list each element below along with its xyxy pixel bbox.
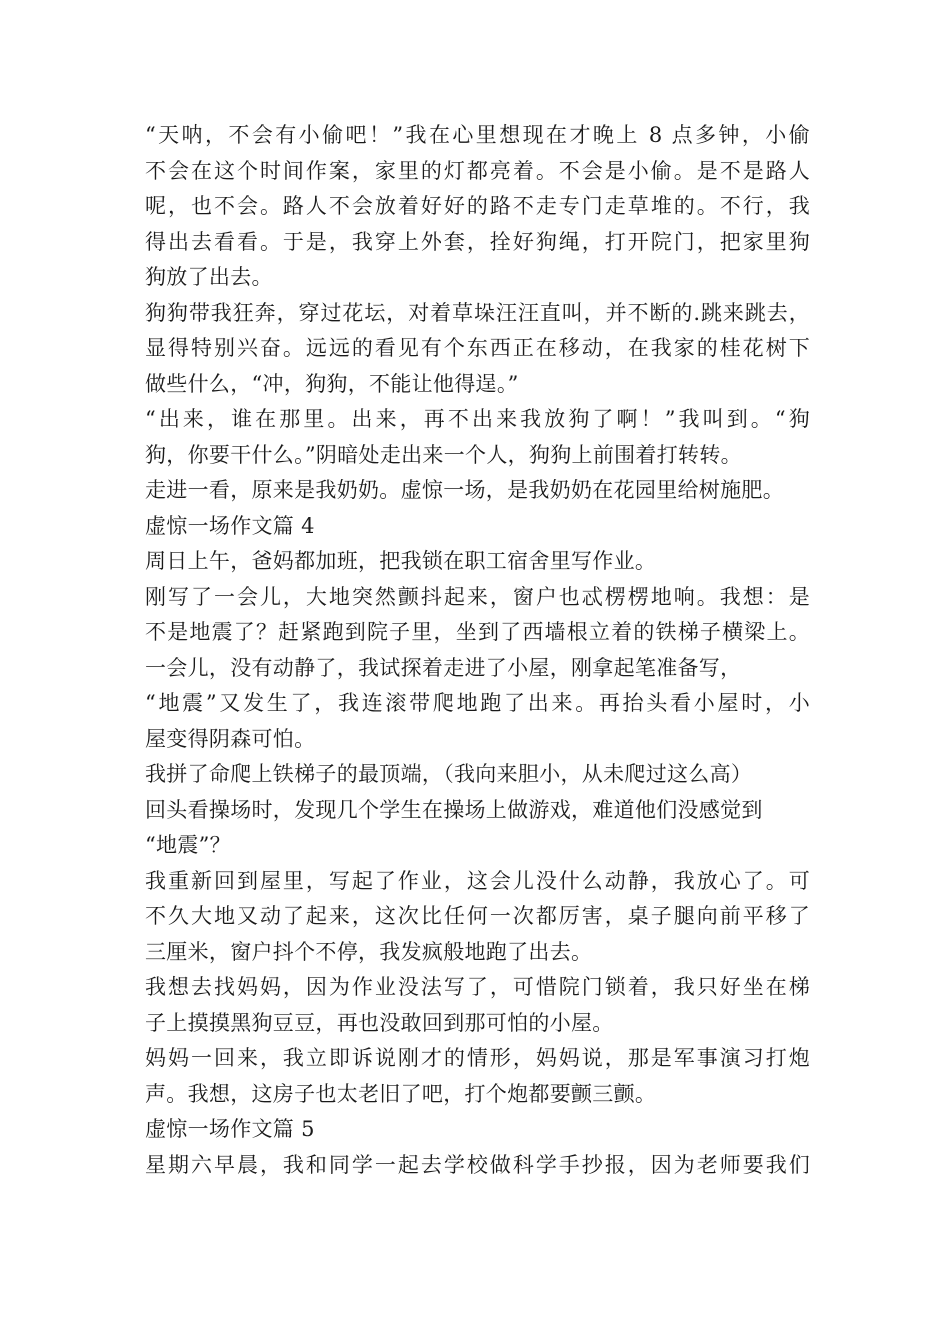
text-line: 我重新回到屋里，写起了作业，这会儿没什么动静，我放心了。可 [145, 868, 810, 893]
text-line: “地震”？ [145, 833, 231, 857]
text-line: 声。我想，这房子也太老旧了吧，打个炮都要颤三颤。 [145, 1081, 657, 1106]
text-line: 星期六早晨，我和同学一起去学校做科学手抄报，因为老师要我们 [145, 1152, 810, 1177]
text-line: “天呐，不会有小偷吧！”我在心里想现在才晚上 8 点多钟，小偷 [145, 123, 810, 147]
text-line: 做些什么，“冲，狗狗，不能让他得逞。” [145, 371, 519, 396]
text-line: 屋变得阴森可怕。 [145, 726, 316, 751]
text-line: 虚惊一场作文篇 5 [145, 1117, 315, 1141]
text-line: 走进一看，原来是我奶奶。虚惊一场，是我奶奶在花园里给树施肥。 [145, 478, 784, 502]
text-line: 狗狗带我狂奔，穿过花坛，对着草垛汪汪直叫，并不断的.跳来跳去， [145, 300, 810, 325]
document-body [145, 118, 810, 1183]
text-line: 得出去看看。于是，我穿上外套，拴好狗绳，打开院门，把家里狗 [145, 229, 810, 254]
text-line: 狗放了出去。 [145, 265, 273, 289]
text-line: 不久大地又动了起来，这次比任何一次都厉害，桌子腿向前平移了 [145, 904, 810, 928]
text-line: 回头看操场时，发现几个学生在操场上做游戏，难道他们没感觉到 [145, 797, 763, 822]
text-line: 刚写了一会儿，大地突然颤抖起来，窗户也忒楞楞地响。我想：是 [145, 584, 810, 609]
text-line: 三厘米，窗户抖个不停，我发疯般地跑了出去。 [145, 939, 593, 964]
text-line: 不是地震了？赶紧跑到院子里，坐到了西墙根立着的铁梯子横梁上。 [145, 620, 810, 644]
text-line: 我拼了命爬上铁梯子的最顶端，（我向来胆小，从未爬过这么高） [145, 762, 753, 786]
text-line: 呢，也不会。路人不会放着好好的路不走专门走草堆的。不行，我 [145, 194, 810, 218]
text-line: 周日上午，爸妈都加班，把我锁在职工宿舍里写作业。 [145, 549, 657, 573]
text-line: 妈妈一回来，我立即诉说刚才的情形，妈妈说，那是军事演习打炮 [145, 1046, 810, 1070]
text-line: 虚惊一场作文篇 4 [145, 513, 315, 538]
text-line: “出来，谁在那里。出来，再不出来我放狗了啊！”我叫到。“狗 [145, 407, 810, 431]
text-line: 不会在这个时间作案，家里的灯都亮着。不会是小偷。是不是路人 [145, 158, 810, 183]
text-line: 狗，你要干什么。”阴暗处走出来一个人，狗狗上前围着打转转。 [145, 442, 742, 467]
text-line: 子上摸摸黑狗豆豆，再也没敢回到那可怕的小屋。 [145, 1010, 614, 1035]
text-line: 一会儿，没有动静了，我试探着走进了小屋，刚拿起笔准备写， [145, 655, 742, 680]
text-line: 我想去找妈妈，因为作业没法写了，可惜院门锁着，我只好坐在梯 [145, 975, 810, 999]
text-line: 显得特别兴奋。远远的看见有个东西正在移动，在我家的桂花树下 [145, 336, 810, 360]
text-line: “地震”又发生了，我连滚带爬地跑了出来。再抬头看小屋时，小 [145, 691, 810, 715]
